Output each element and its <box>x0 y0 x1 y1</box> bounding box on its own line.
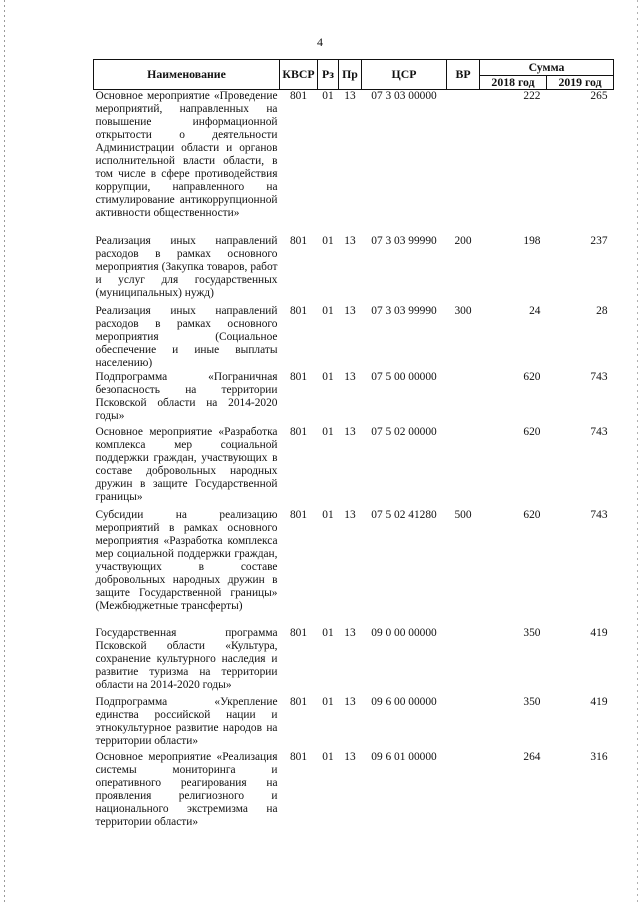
row-pr: 13 <box>344 509 356 521</box>
row-sum-2018: 620 <box>523 426 541 438</box>
row-vr <box>447 90 480 236</box>
row-sum-2019: 419 <box>590 627 608 639</box>
row-sum-2019: 265 <box>590 90 608 102</box>
row-sum-2019: 316 <box>590 751 608 763</box>
row-vr: 300 <box>454 305 472 317</box>
header-rz: Рз <box>318 60 339 90</box>
scan-left-edge <box>4 0 5 905</box>
row-vr <box>447 371 480 426</box>
row-sum-2019: 743 <box>590 426 608 438</box>
row-name: Реализация иных направлений расходов в рамках основного мероприятия (Закупка товаров, работ и услуг для государственных (муниципальных) нужд) <box>95 235 278 299</box>
page-number: 4 <box>317 35 323 49</box>
row-sum-2018: 24 <box>529 305 541 317</box>
table-row <box>94 696 614 751</box>
row-rz: 01 <box>322 627 334 639</box>
row-pr: 13 <box>344 305 356 317</box>
row-kvsr: 801 <box>289 751 308 763</box>
budget-table <box>93 59 614 843</box>
table-row <box>94 90 614 236</box>
header-kvsr: КВСР <box>280 60 318 90</box>
row-pr: 13 <box>344 426 356 438</box>
row-name: Подпрограмма «Пограничная безопасность на территории Псковской области на 2014-2020 годы» <box>95 371 278 422</box>
row-pr: 13 <box>344 371 356 383</box>
header-year-2019: 2019 год <box>547 76 614 90</box>
row-name: Реализация иных направлений расходов в рамках основного мероприятия (Социальное обеспечение и иные выплаты населению) <box>95 305 278 369</box>
row-name: Основное мероприятие «Реализация системы мониторинга и оперативного реагирования на проявления религиозного и национального экстремизма на территории области» <box>95 751 278 828</box>
table-row <box>94 426 614 509</box>
row-csr: 07 5 02 00000 <box>371 426 437 438</box>
row-kvsr: 801 <box>289 305 308 317</box>
table-row <box>94 627 614 696</box>
row-pr: 13 <box>344 696 356 708</box>
row-csr: 07 5 00 00000 <box>371 371 437 383</box>
scan-right-edge <box>637 0 638 905</box>
row-name: Субсидии на реализацию мероприятий в рамках основного мероприятия «Разработка комплекса мер социальной поддержки граждан, участвующих в составе добровольных народных дружин в защите Государственной границы» (Межбюджетные трансферты) <box>95 509 278 612</box>
table-row <box>94 371 614 426</box>
row-vr <box>447 696 480 751</box>
row-rz: 01 <box>322 696 334 708</box>
table-row <box>94 751 614 843</box>
row-rz: 01 <box>322 305 334 317</box>
row-rz: 01 <box>322 751 334 763</box>
row-name: Подпрограмма «Укрепление единства российской нации и этнокультурное развитие народов на территории области» <box>95 696 278 747</box>
header-sum: Сумма <box>480 60 614 76</box>
row-csr: 09 6 01 00000 <box>371 751 437 763</box>
row-sum-2018: 222 <box>523 90 541 102</box>
row-csr: 09 0 00 00000 <box>371 627 437 639</box>
row-pr: 13 <box>344 235 356 247</box>
header-vr: ВР <box>447 60 480 90</box>
row-sum-2018: 350 <box>523 696 541 708</box>
row-name: Основное мероприятие «Проведение мероприятий, направленных на повышение информационной открытости о деятельности Администрации области и органов исполнительной власти области, в том числе в сфере противодействия коррупции, направленного на стимулирование антикоррупционной активности общественности» <box>95 90 278 219</box>
header-pr: Пр <box>339 60 362 90</box>
row-vr <box>447 426 480 509</box>
row-sum-2019: 419 <box>590 696 608 708</box>
row-rz: 01 <box>322 426 334 438</box>
row-sum-2018: 198 <box>523 235 541 247</box>
row-vr <box>447 751 480 843</box>
table-row <box>94 509 614 627</box>
row-vr: 500 <box>454 509 472 521</box>
header-name: Наименование <box>94 60 280 90</box>
row-vr: 200 <box>454 235 472 247</box>
row-kvsr: 801 <box>289 90 308 102</box>
row-sum-2019: 28 <box>596 305 608 317</box>
row-rz: 01 <box>322 235 334 247</box>
row-sum-2018: 350 <box>523 627 541 639</box>
header-csr: ЦСР <box>362 60 447 90</box>
row-kvsr: 801 <box>289 696 308 708</box>
row-csr: 07 3 03 99990 <box>371 235 437 247</box>
row-csr: 07 3 03 00000 <box>371 90 437 102</box>
row-csr: 09 6 00 00000 <box>371 696 437 708</box>
row-rz: 01 <box>322 90 334 102</box>
row-csr: 07 5 02 41280 <box>371 509 437 521</box>
row-sum-2018: 620 <box>523 371 541 383</box>
row-pr: 13 <box>344 627 356 639</box>
row-kvsr: 801 <box>289 371 308 383</box>
row-sum-2018: 620 <box>523 509 541 521</box>
row-kvsr: 801 <box>289 235 308 247</box>
row-sum-2019: 743 <box>590 509 608 521</box>
row-name: Основное мероприятие «Разработка комплекса мер социальной поддержки граждан, участвующих в составе добровольных народных дружин в защите Государственной границы» <box>95 426 278 503</box>
row-kvsr: 801 <box>289 627 308 639</box>
row-name: Государственная программа Псковской области «Культура, сохранение культурного наследия и развитие туризма на территории области на 2014-2020 годы» <box>95 627 278 691</box>
row-vr <box>447 627 480 696</box>
table-row <box>94 235 614 305</box>
table-row <box>94 305 614 371</box>
row-pr: 13 <box>344 751 356 763</box>
row-kvsr: 801 <box>289 509 308 521</box>
row-rz: 01 <box>322 509 334 521</box>
row-sum-2019: 743 <box>590 371 608 383</box>
row-sum-2018: 264 <box>523 751 541 763</box>
row-sum-2019: 237 <box>590 235 608 247</box>
row-csr: 07 3 03 99990 <box>371 305 437 317</box>
row-kvsr: 801 <box>289 426 308 438</box>
row-rz: 01 <box>322 371 334 383</box>
row-pr: 13 <box>344 90 356 102</box>
header-year-2018: 2018 год <box>480 76 547 90</box>
